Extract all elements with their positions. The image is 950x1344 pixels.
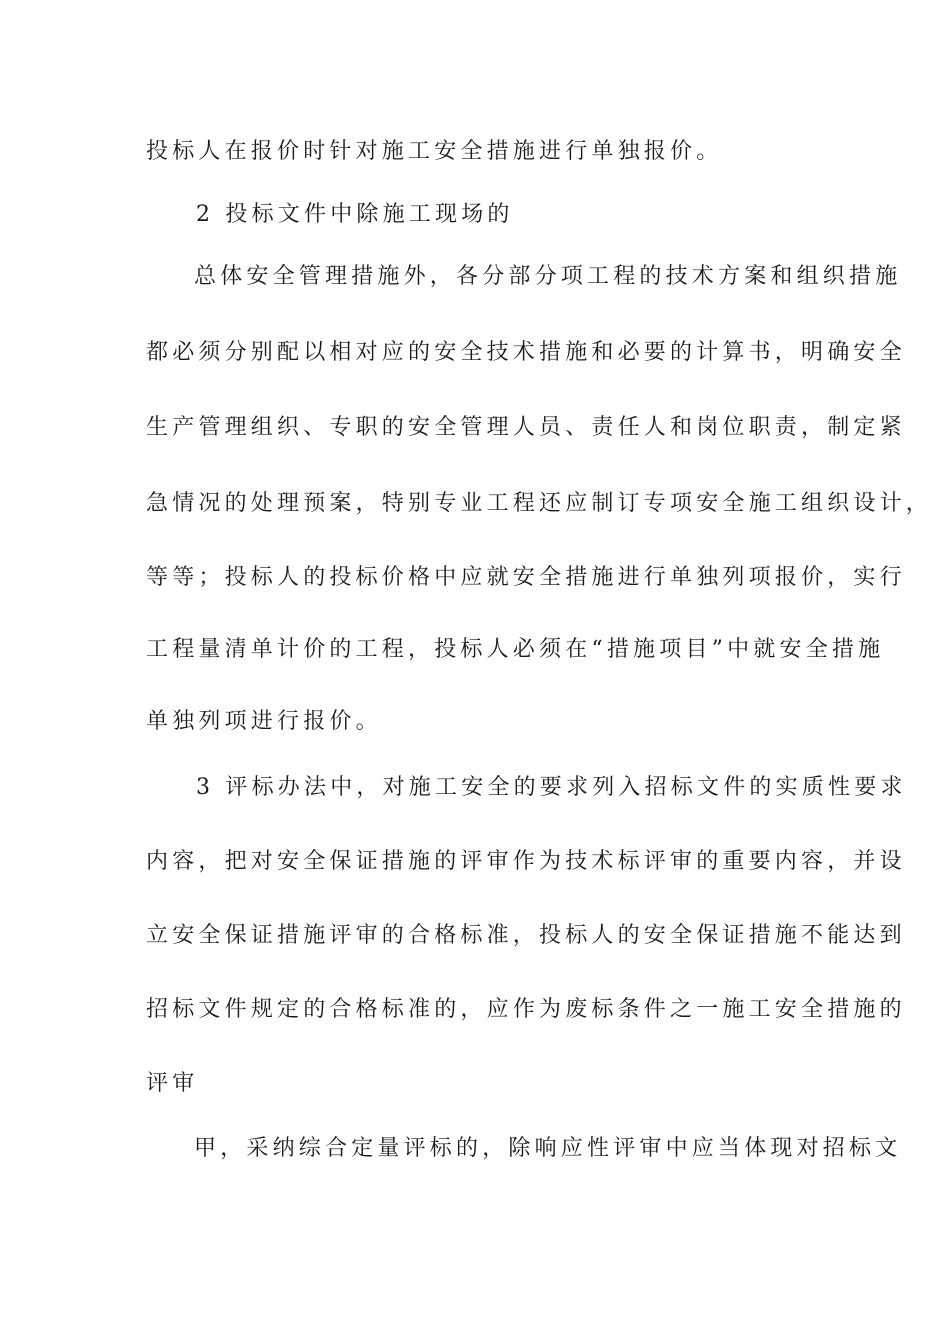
section-heading-2: 2 投标文件中除施工现场的: [196, 202, 514, 227]
text-line-15: 甲，采纳综合定量评标的，除响应性评审中应当体现对招标文: [194, 1136, 902, 1161]
text-line-8: 工程量清单计价的工程，投标人必须在“措施项目”中就安全措施: [146, 637, 885, 662]
text-line-3: 总体安全管理措施外，各分部分项工程的技术方案和组织措施: [194, 264, 902, 289]
text-line-7: 等等；投标人的投标价格中应就安全措施进行单独列项报价，实行: [146, 565, 906, 590]
text-line-4: 都必须分别配以相对应的安全技术措施和必要的计算书，明确安全: [146, 340, 906, 365]
text-line-5: 生产管理组织、专职的安全管理人员、责任人和岗位职责，制定紧: [146, 415, 906, 440]
text-line-1: 投标人在报价时针对施工安全措施进行单独报价。: [146, 139, 723, 164]
text-line-13: 招标文件规定的合格标准的，应作为废标条件之一施工安全措施的: [146, 997, 906, 1022]
text-line-14: 评审: [146, 1071, 199, 1096]
text-line-11: 内容，把对安全保证措施的评审作为技术标评审的重要内容，并设: [146, 849, 906, 874]
text-line-12: 立安全保证措施评审的合格标准，投标人的安全保证措施不能达到: [146, 923, 906, 948]
text-line-6: 急情况的处理预案，特别专业工程还应制订专项安全施工组织设计，: [146, 491, 933, 516]
text-line-9: 单独列项进行报价。: [146, 709, 382, 734]
section-heading-3: 3 评标办法中，对施工安全的要求列入招标文件的实质性要求: [196, 775, 907, 800]
